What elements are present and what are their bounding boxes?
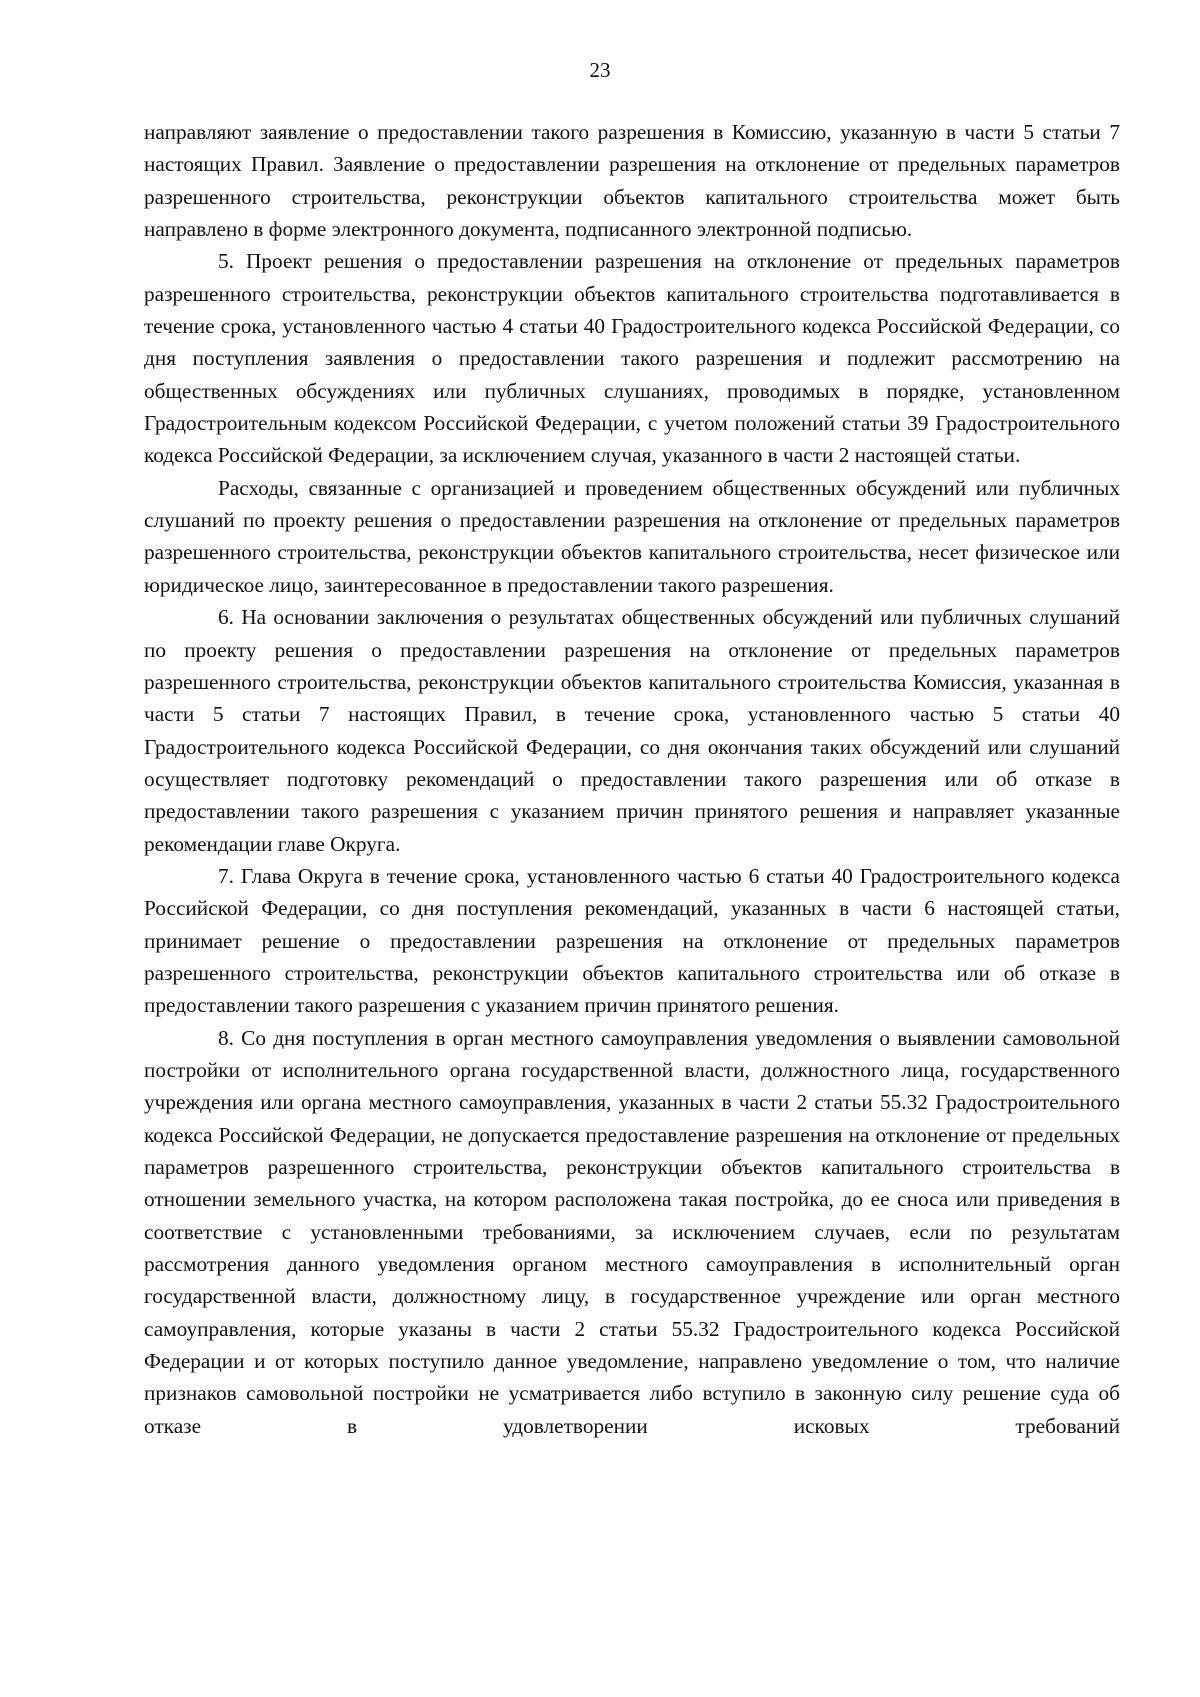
paragraph-continuation: направляют заявление о предоставлении такого разрешения в Комиссию, указанную в части 5 статьи 7 настоящих Правил. Заявление о предоставлении разрешения на отклонение от предельных параметров разрешенного строительства, реконструкции объектов капитального строительства может быть направлено в форме электронного документа, подписанного электронной подписью. (144, 120, 1120, 242)
paragraph-item-5: 5. Проект решения о предоставлении разрешения на отклонение от предельных параметров разрешенного строительства, реконструкции объектов капитального строительства подготавливается в течение срока, установленного частью 4 статьи 40 Градостроительного кодекса Российской Федерации, со дня поступления заявления о предоставлении такого разрешения и подлежит рассмотрению на общественных обсуждениях или публичных слушаниях, проводимых в порядке, установленном Градостроительным кодексом Российской Федерации, с учетом положений статьи 39 Градостроительного кодекса Российской Федерации, за исключением случая, указанного в части 2 настоящей статьи. (144, 249, 1120, 468)
paragraph-expenses: Расходы, связанные с организацией и проведением общественных обсуждений или публичных слушаний по проекту решения о предоставлении разрешения на отклонение от предельных параметров разрешенного строительства, реконструкции объектов капитального строительства, несет физическое или юридическое лицо, заинтересованное в предоставлении такого разрешения. (144, 475, 1120, 597)
paragraph-item-8: 8. Со дня поступления в орган местного самоуправления уведомления о выявлении самовольной постройки от исполнительного органа государственной власти, должностного лица, государственного учреждения или органа местного самоуправления, указанных в части 2 статьи 55.32 Градостроительного кодекса Российской Федерации, не допускается предоставление разрешения на отклонение от предельных параметров разрешенного строительства, реконструкции объектов капитального строительства в отношении земельного участка, на котором расположена такая постройка, до ее сноса или приведения в соответствие с установленными требованиями, за исключением случаев, если по результатам рассмотрения данного уведомления органом местного самоуправления в исполнительный орган государственной власти, должностному лицу, в государственное учреждение или орган местного самоуправления, которые указаны в части 2 статьи 55.32 Градостроительного кодекса Российской Федерации и от которых поступило данное уведомление, направлено уведомление о том, что наличие признаков самовольной постройки не усматривается либо вступило в законную силу решение суда об отказе в удовлетворении исковых требований (144, 1025, 1120, 1438)
paragraph-item-6: 6. На основании заключения о результатах общественных обсуждений или публичных слушаний по проекту решения о предоставлении разрешения на отклонение от предельных параметров разрешенного строительства, реконструкции объектов капитального строительства Комиссия, указанная в части 5 статьи 7 настоящих Правил, в течение срока, установленного частью 5 статьи 40 Градостроительного кодекса Российской Федерации, со дня окончания таких обсуждений или слушаний осуществляет подготовку рекомендаций о предоставлении такого разрешения или об отказе в предоставлении такого разрешения с указанием причин принятого решения и направляет указанные рекомендации главе Округа. (144, 605, 1120, 856)
page-number: 23 (589, 58, 611, 82)
document-body (144, 116, 1120, 1442)
paragraph-item-7: 7. Глава Округа в течение срока, установленного частью 6 статьи 40 Градостроительного кодекса Российской Федерации, со дня поступления рекомендаций, указанных в части 6 настоящей статьи, принимает решение о предоставлении разрешения на отклонение от предельных параметров разрешенного строительства, реконструкции объектов капитального строительства или об отказе в предоставлении такого разрешения с указанием причин принятого решения. (144, 863, 1120, 1018)
